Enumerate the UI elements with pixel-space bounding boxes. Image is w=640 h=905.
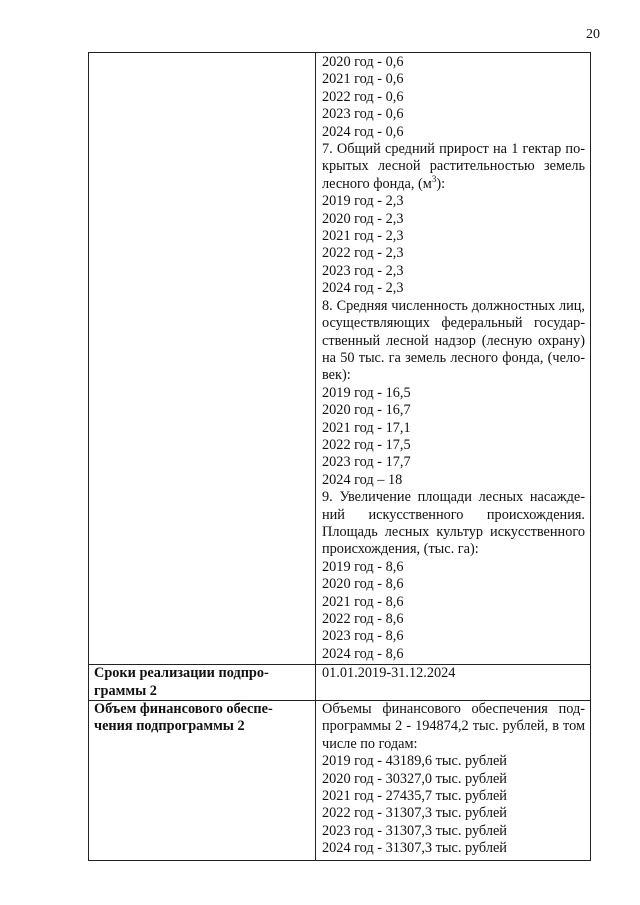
implementation-period-label-text: граммы 2 (94, 682, 157, 699)
year-line: 2024 год - 2,3 (322, 280, 404, 297)
item8-title-line: на 50 тыс. га земель лесного фонда, (чело- (322, 349, 585, 366)
item8-title-line: осуществляющих федеральный государ- (322, 315, 585, 332)
implementation-period-label-cell (89, 665, 316, 701)
year-line: 2020 год - 16,7 (322, 402, 411, 419)
item7-title-last-line (322, 176, 585, 193)
indicators-value-cell (316, 53, 591, 665)
item7-unit-sup: 3 (431, 174, 437, 185)
funding-title-last-line: числе по годам: (322, 735, 418, 752)
item8-title-line: ственный лесной надзор (лесную охрану) (322, 332, 585, 349)
funding-label-text: чения подпрограммы 2 (94, 718, 245, 735)
implementation-period-label-text: Сроки реализации подпро- (94, 665, 269, 682)
item7-unit-post: ): (436, 175, 446, 192)
year-line: 2019 год - 16,5 (322, 384, 411, 401)
funding-year-line: 2023 год - 31307,3 тыс. рублей (322, 822, 507, 839)
year-line: 2020 год - 8,6 (322, 576, 404, 593)
funding-title-line: Объемы финансового обеспечения под- (322, 701, 585, 718)
funding-year-line: 2022 год - 31307,3 тыс. рублей (322, 805, 507, 822)
table-row-implementation-period (89, 665, 591, 701)
year-line: 2023 год - 17,7 (322, 454, 411, 471)
funding-label-line (94, 718, 311, 735)
year-line: 2021 год - 8,6 (322, 593, 404, 610)
item7-title-line: крытых лесной растительностью земель (322, 158, 585, 175)
year-line: 2024 год – 18 (322, 471, 403, 488)
year-line: 2021 год - 17,1 (322, 419, 411, 436)
item9-title-line: ний искусственного происхождения. (322, 506, 585, 523)
implementation-period-value: 01.01.2019-31.12.2024 (322, 665, 456, 682)
funding-label-line (94, 701, 311, 718)
funding-year-line: 2020 год - 30327,0 тыс. рублей (322, 770, 507, 787)
funding-label-cell (89, 701, 316, 861)
year-line: 2019 год - 2,3 (322, 193, 404, 210)
funding-label-text: Объем финансового обеспе- (94, 701, 273, 718)
year-line: 2020 год - 2,3 (322, 210, 404, 227)
indicators-label-cell (89, 53, 316, 665)
year-line: 2019 год - 8,6 (322, 558, 404, 575)
item9-title-last-line: происхождения, (тыс. га): (322, 541, 479, 558)
year-line: 2022 год - 17,5 (322, 436, 411, 453)
year-line: 2024 год - 0,6 (322, 123, 404, 140)
year-line: 2023 год - 0,6 (322, 106, 404, 123)
implementation-period-label-line (94, 683, 311, 700)
table-row-indicators (89, 53, 591, 665)
item9-title-line: 9. Увеличение площади лесных насажде- (322, 489, 585, 506)
implementation-period-value-cell (316, 665, 591, 701)
funding-year-line: 2024 год - 31307,3 тыс. рублей (322, 840, 507, 857)
year-line: 2022 год - 2,3 (322, 245, 404, 262)
item8-title-last-line: век): (322, 367, 351, 384)
year-line: 2022 год - 0,6 (322, 88, 404, 105)
funding-title-line: программы 2 - 194874,2 тыс. рублей, в том (322, 718, 585, 735)
funding-year-line: 2019 год - 43189,6 тыс. рублей (322, 753, 507, 770)
page-number: 20 (586, 27, 600, 42)
item7-title-line: 7. Общий средний прирост на 1 гектар по- (322, 141, 585, 158)
passport-table (88, 52, 591, 861)
year-line: 2022 год - 8,6 (322, 611, 404, 627)
item7-unit-pre: лесного фонда, (м (322, 175, 432, 192)
year-line: 2021 год - 0,6 (322, 71, 404, 88)
year-line: 2021 год - 2,3 (322, 228, 404, 245)
funding-year-line: 2021 год - 27435,7 тыс. рублей (322, 788, 507, 805)
funding-value-cell (316, 701, 591, 861)
year-line: 2020 год - 0,6 (322, 54, 404, 70)
year-line: 2024 год - 8,6 (322, 645, 404, 662)
year-line: 2023 год - 2,3 (322, 262, 404, 279)
item8-title-line: 8. Средняя численность должностных лиц, (322, 297, 585, 314)
year-line: 2023 год - 8,6 (322, 628, 404, 645)
implementation-period-label-line (94, 665, 311, 682)
item9-title-line: Площадь лесных культур искусственного (322, 523, 585, 540)
table-row-funding (89, 701, 591, 861)
